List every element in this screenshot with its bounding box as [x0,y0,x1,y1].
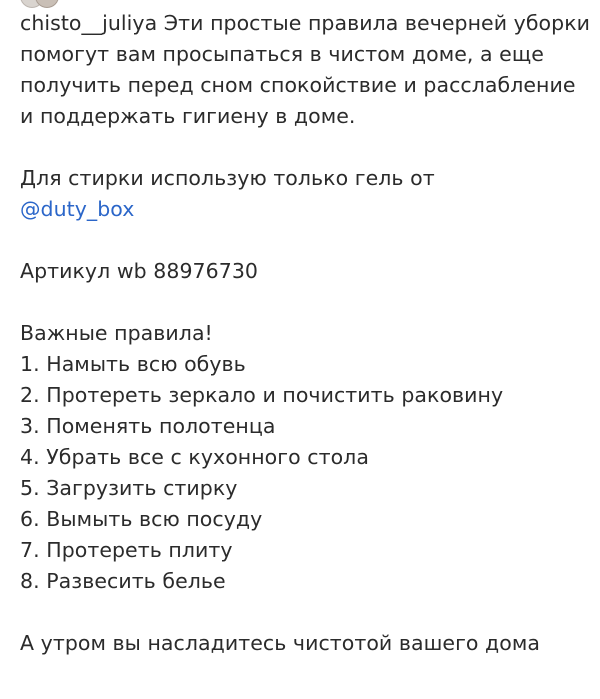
list-item: 8. Развесить белье [20,569,226,593]
list-item: 2. Протереть зеркало и почистить раковину [20,383,504,407]
spacer [20,287,590,318]
gel-paragraph [20,163,590,225]
list-item: 4. Убрать все с кухонного стола [20,445,369,469]
username-link[interactable]: chisto__juliya [20,11,158,35]
list-item: 5. Загрузить стирку [20,476,238,500]
list-item: 1. Намыть всю обувь [20,352,246,376]
list-item: 6. Вымыть всю посуду [20,507,263,531]
list-item: 3. Поменять полотенца [20,414,276,438]
post-caption [20,8,597,659]
mention-link[interactable]: @duty_box [20,197,135,221]
spacer [20,597,590,628]
rules-title: Важные правила! [20,321,213,345]
article-text: Артикул wb 88976730 [20,259,259,283]
list-item: 7. Протереть плиту [20,538,233,562]
rules-list [20,349,590,597]
caption-intro-text: Эти простые правила вечерней уборки помогут вам просыпаться в чистом доме, а еще получить перед сном спокойствие и расслабление и поддержать гигиену в доме. [20,11,597,128]
caption-intro-paragraph [20,8,597,132]
top-partial-row [0,0,600,6]
secondary-avatar[interactable] [35,0,59,8]
closing-text: А утром вы насладитесь чистотой вашего дома [20,631,541,655]
spacer [20,225,590,256]
gel-text: Для стирки использую только гель от [20,166,435,190]
spacer [20,132,590,163]
